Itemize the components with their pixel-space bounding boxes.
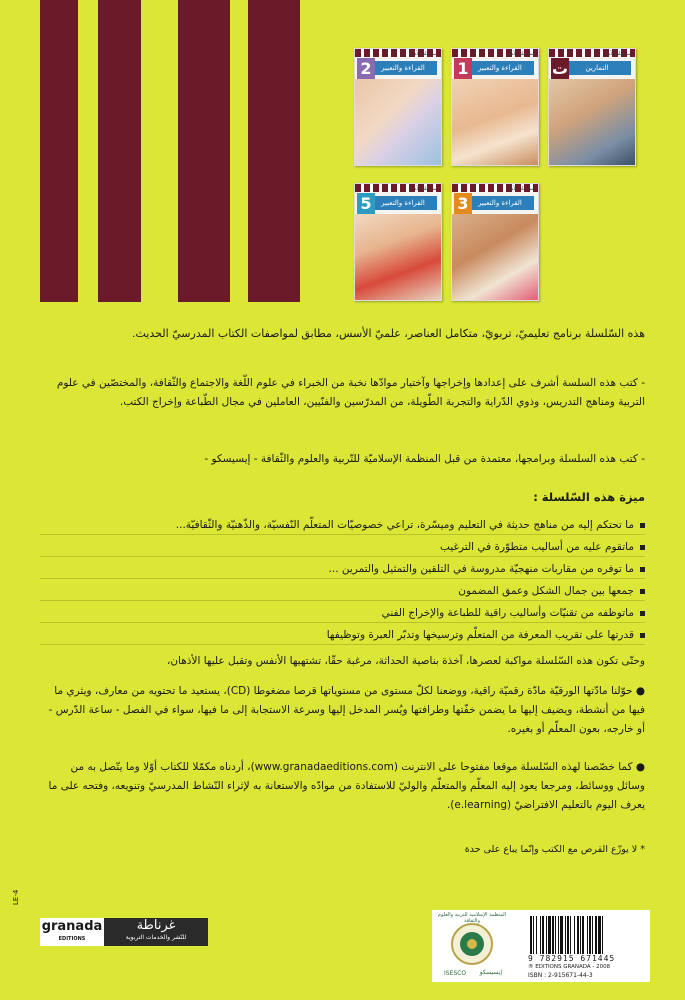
children-photo	[355, 214, 441, 300]
feature-item: جمعها بين جمال الشكل وعمق المضمون	[40, 581, 645, 601]
book-title: القراءة والتعبير	[369, 61, 437, 75]
feature-item: ما توفره من مقاربات منهجيّة مدروسة في التلقين والتمثيل والتمرين ...	[40, 559, 645, 579]
children-photo	[549, 79, 635, 165]
feature-item: ما تحتكم إليه من مناهج حديثة في التعليم وميسّرة، تراعي خصوصيّات المتعلّم النّفسيّة، والذّهنيّة والثّقافيّة...	[40, 515, 645, 535]
feature-item: ماتقوم عليه من أساليب متطوّرة في الترغيب	[40, 537, 645, 557]
book-title: القراءة والتعبير	[466, 196, 534, 210]
barcode	[528, 916, 640, 954]
isesco-arabic: المنظمة الإسلامية للتربية والعلوم والثقافة	[437, 912, 507, 924]
book-cover-exercises	[548, 48, 636, 166]
decor-bar-4	[248, 0, 300, 302]
book-number: 3	[454, 193, 472, 215]
decor-bar-2	[98, 0, 141, 302]
book-number: ت	[551, 59, 569, 78]
barcode-panel	[432, 910, 650, 982]
modern-paragraph: وحتّى تكون هذه السّلسلة مواكبة لعصرها، آخذة بناصية الحداثة، مرغبة حقّا، تشتهيها الأنفس وتقبل عليها الأذهان،	[166, 655, 645, 667]
book-series: سلسلة الأمل	[410, 186, 437, 192]
feature-item: قدرتها على تقريب المعرفة من المتعلّم وترسيخها وتدبّر العبرة وتوظيفها	[40, 625, 645, 645]
decor-bar-1	[40, 0, 78, 302]
children-photo	[452, 79, 538, 165]
book-series: سلسلة الأمل	[604, 51, 631, 57]
logo-latin: granada EDITIONS	[40, 918, 104, 946]
decor-bar-3	[178, 0, 230, 302]
isesco-seal	[432, 910, 512, 982]
side-code: LE-4	[12, 889, 20, 905]
book-cover-1	[451, 48, 539, 166]
approval-paragraph: - كتب هذه السلسلة وبرامجها، معتمدة من قبل المنظمة الإسلاميّة للتّربية والعلوم والثّقافة - إيسيسكو -	[204, 453, 645, 465]
isbn: ISBN : 2-915671-44-3	[528, 972, 593, 979]
feature-item: ماتوظفه من تقنيّات وأساليب راقية للطباعة والإخراج الفني	[40, 603, 645, 623]
children-photo	[355, 79, 441, 165]
book-number: 5	[357, 193, 375, 215]
book-title: القراءة والتعبير	[466, 61, 534, 75]
book-cover-2	[354, 48, 442, 166]
website-paragraph: ● كما خصّصنا لهذه السّلسلة موقعا مفتوحا على الانترنت (www.granadaeditions.com)، أردناه مكمّلا للكتاب أوّلا وما يتّصل به من وسائل ووسائط، ومرجعا يعود إليه المعلّم والمتعلّم والوليّ للاستفادة من موادّه والاستعانة به لإثراء النّشاط المدرسيّ وتنويعه، وفتحه على ما يعرف اليوم بالتعليم الافتراضيّ (e.learning).	[48, 761, 645, 811]
intro-paragraph: هذه السّلسلة برنامج تعليميّ، تربويّ، متكامل العناصر، علميّ الأسس، مطابق لمواصفات الكتاب المدرسيّ الحديث.	[132, 327, 645, 340]
book-series: سلسلة الأمل	[410, 51, 437, 57]
book-series: سلسلة الأمل	[507, 51, 534, 57]
cd-paragraph: ● حوّلنا مادّتها الورقيّة مادّة رقميّة راقية، ووضعنا لكلّ مستوى من مستوياتها قرصا مضغوطا (CD)، يستعيد ما تحتويه من معارف، ويثري ما فيها من أنشطة، ويضيف إليها ما يضمن خفّتها وطرافتها ويُسر المدخل إليها وسرعة الاستجابة إلى ما فيها، سواء في الفصل - ساعة الدّرس - أو خارجه، بعون المعلّم أو بغيره.	[48, 685, 645, 735]
copyright: ® EDITIONS GRANADA - 2008	[528, 964, 611, 970]
isesco-arabic-2: إيسيسكو	[479, 969, 502, 976]
features-heading: ميزة هذه السّلسلة :	[533, 490, 645, 504]
book-series: سلسلة الأمل	[507, 186, 534, 192]
authors-paragraph: - كتب هذه السلسة أشرف على إعدادها وإخراجها وآختيار موادّها نخبة من الخبراء في علوم اللّغة والاجتماع والثّقافة، والمختصّين في علوم التربية ومناهج التدريس، وذوي الدّراية والتجربة الطّويلة، من المدرّسين والفنّيين، العاملين في مجال الطّباعة وإخراج الكتب.	[56, 377, 645, 408]
book-cover-5	[354, 183, 442, 301]
barcode-number: 9 782915 671445	[528, 954, 616, 963]
book-title: التمارين	[563, 61, 631, 75]
book-number: 2	[357, 58, 375, 80]
book-cover-3	[451, 183, 539, 301]
isesco-latin: ISESCO	[444, 970, 467, 977]
cd-note: * لا يوزّع القرص مع الكتب وإنّما يباع على حدة	[464, 844, 645, 855]
children-photo	[452, 214, 538, 300]
book-title: القراءة والتعبير	[369, 196, 437, 210]
publisher-logo	[40, 918, 208, 946]
book-number: 1	[454, 58, 472, 80]
logo-arabic: غرناطة للنّشر والخدمات التربوية	[104, 918, 208, 946]
